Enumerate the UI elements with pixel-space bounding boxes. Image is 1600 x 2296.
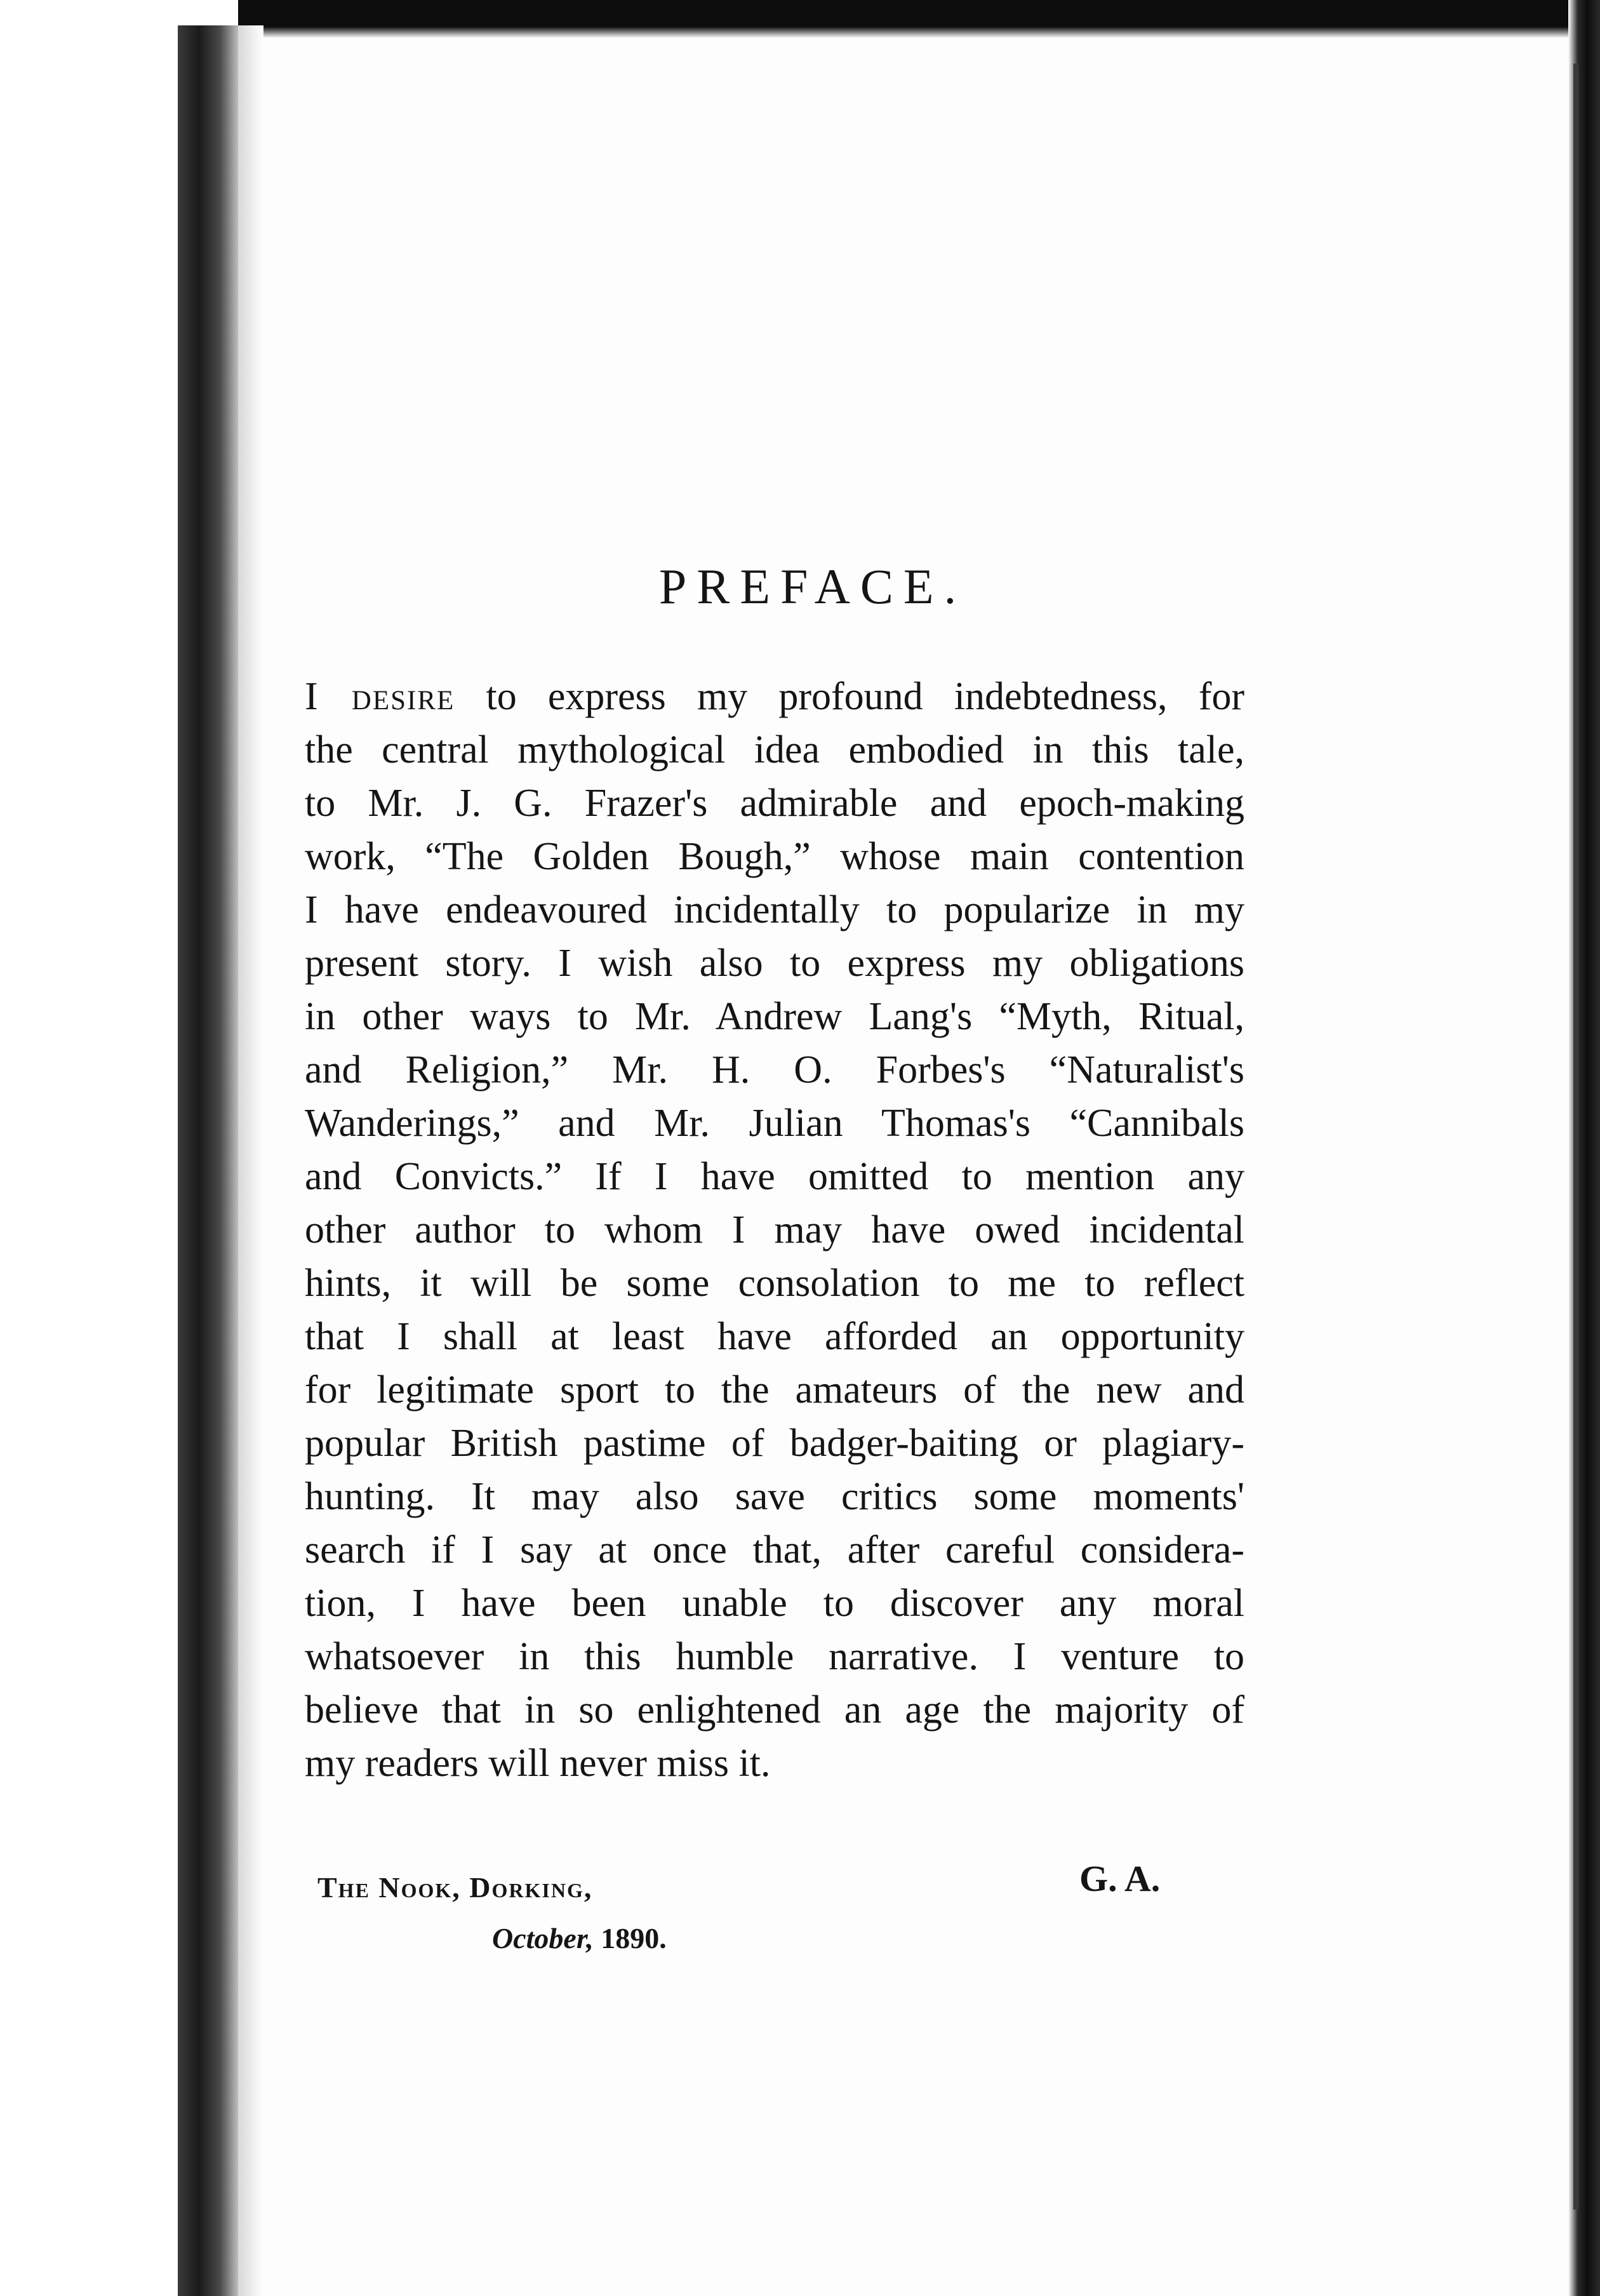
scan-top-edge	[238, 0, 1584, 38]
body-line: work, “The Golden Bough,” whose main contention	[305, 835, 1244, 878]
body-line: present story. I wish also to express my obligations	[305, 942, 1244, 985]
body-line: the central mythological idea embodied in this tale,	[305, 728, 1244, 771]
body-line: tion, I have been unable to discover any moral	[305, 1582, 1244, 1625]
body-line: and Convicts.” If I have omitted to mention any	[305, 1155, 1244, 1198]
page-edge-line	[1573, 63, 1578, 2210]
body-line: to Mr. J. G. Frazer's admirable and epoch-making	[305, 782, 1244, 825]
author-initials: G. A.	[1079, 1858, 1161, 1899]
preface-body	[305, 670, 1244, 1790]
body-line: other author to whom I may have owed incidental	[305, 1208, 1244, 1251]
body-line: my readers will never miss it.	[305, 1742, 771, 1785]
body-line: that I shall at least have afforded an opportunity	[305, 1315, 1244, 1358]
body-line: in other ways to Mr. Andrew Lang's “Myth, Ritual,	[305, 995, 1244, 1038]
body-line: believe that in so enlightened an age the majority of	[305, 1688, 1244, 1732]
date-year: 1890.	[593, 1922, 667, 1954]
date-line	[492, 1924, 667, 1953]
book-gutter-shadow	[178, 25, 238, 2296]
body-line: Wanderings,” and Mr. Julian Thomas's “Cannibals	[305, 1102, 1244, 1145]
body-line: popular British pastime of badger-baiting or plagiary-	[305, 1422, 1244, 1465]
body-line: hunting. It may also save critics some moments'	[305, 1475, 1244, 1518]
body-line: search if I say at once that, after careful considera-	[305, 1528, 1244, 1572]
opening-word: I desire	[305, 675, 455, 718]
place-text: The Nook, Dorking,	[317, 1871, 593, 1904]
page-gutter-fade	[238, 25, 263, 2296]
body-line: whatsoever in this humble narrative. I venture to	[305, 1635, 1244, 1678]
body-line: I have endeavoured incidentally to popularize in my	[305, 888, 1244, 931]
body-line: I desire to express my profound indebtedness, for	[305, 675, 1244, 718]
body-line: and Religion,” Mr. H. O. Forbes's “Naturalist's	[305, 1048, 1244, 1091]
body-line: for legitimate sport to the amateurs of the new and	[305, 1368, 1244, 1412]
body-line: hints, it will be some consolation to me to reflect	[305, 1262, 1244, 1305]
date-month: October,	[492, 1922, 594, 1954]
page-title: PREFACE.	[658, 559, 967, 614]
place-line	[317, 1873, 592, 1902]
